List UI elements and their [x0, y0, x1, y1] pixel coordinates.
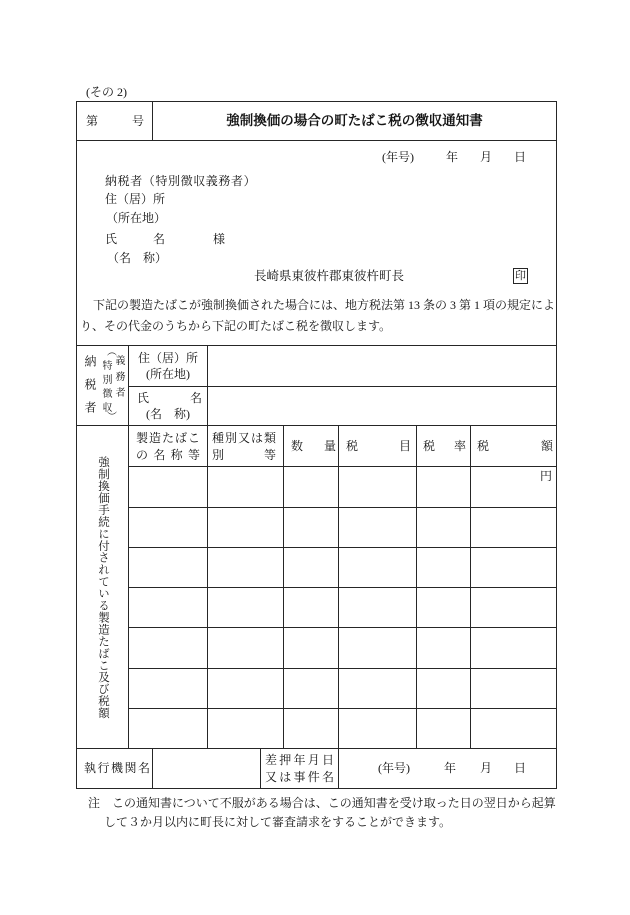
goods-table-body: [77, 426, 556, 748]
goods-tax-table: [77, 426, 556, 748]
tax-rate-cell[interactable]: [417, 548, 470, 586]
addressee-location-label: （所在地）: [106, 211, 167, 225]
notice-number-prefix: 第: [86, 114, 99, 128]
addressee-taxpayer-label: 納税者（特別徴収義務者）: [105, 174, 257, 188]
tax-rate-cell[interactable]: [417, 588, 470, 626]
category-cell[interactable]: [208, 628, 283, 667]
addressee-name-input[interactable]: [168, 231, 212, 247]
seizure-date-day: 日: [514, 761, 527, 775]
table-row: [129, 587, 556, 627]
product-name-cell[interactable]: [129, 588, 207, 626]
tax-rate-cell[interactable]: [417, 628, 470, 667]
notice-date-year: 年: [446, 150, 459, 164]
category-cell[interactable]: [208, 709, 283, 747]
taxpayer-location-label: (所在地): [146, 367, 190, 381]
seizure-label-cell: [261, 749, 338, 788]
tax-item-cell[interactable]: [339, 669, 416, 707]
rule-line: [556, 101, 557, 789]
category-cell[interactable]: [208, 669, 283, 707]
taxpayer-side-sub-2: 義務者: [113, 355, 124, 403]
taxpayer-org-name-label: (名 称): [146, 407, 190, 421]
col-header-quantity-label: 数 量: [291, 439, 336, 453]
tax-item-cell[interactable]: [339, 628, 416, 667]
seizure-label-line-2: 又 は 事 件 名: [265, 770, 334, 784]
agency-label-cell: [77, 749, 152, 788]
tax-rate-cell[interactable]: [417, 669, 470, 707]
addressee-honorific: 様: [213, 232, 226, 246]
notice-date-month: 月: [480, 150, 493, 164]
tax-amount-cell[interactable]: [471, 508, 556, 546]
taxpayer-side-sub-1: 特別徴収: [100, 360, 111, 416]
addressee-name-label-2: 名: [153, 232, 166, 246]
taxpayer-side-paren-close: ︶: [107, 412, 117, 423]
taxpayer-name-input[interactable]: [208, 387, 556, 425]
col-header-product-name-line-1: 製 造 た ば こ: [136, 431, 200, 445]
quantity-cell[interactable]: [284, 548, 338, 586]
quantity-cell[interactable]: [284, 669, 338, 707]
tax-rate-cell[interactable]: [417, 508, 470, 546]
col-header-tax-item-label: 税 目: [346, 439, 411, 453]
tax-amount-cell[interactable]: [471, 588, 556, 626]
notice-number-input[interactable]: [100, 113, 131, 129]
taxpayer-address-label-cell: [129, 346, 207, 386]
tax-item-cell[interactable]: [339, 548, 416, 586]
category-cell[interactable]: [208, 508, 283, 546]
tax-item-cell[interactable]: [339, 508, 416, 546]
taxpayer-side-label: [77, 346, 128, 425]
notice-number-suffix: 号: [132, 114, 145, 128]
tax-amount-cell[interactable]: [471, 709, 556, 747]
product-name-cell[interactable]: [129, 709, 207, 747]
product-name-cell[interactable]: [129, 628, 207, 667]
seizure-date-year: 年: [444, 761, 457, 775]
quantity-cell[interactable]: [284, 588, 338, 626]
body-text-line-1: 下記の製造たばこが強制換価された場合には、地方税法第 13 条の 3 第 1 項の規定によ: [93, 298, 556, 312]
notice-number-cell: [77, 102, 152, 140]
sheet-label: (その 2): [86, 85, 127, 99]
table-row: [129, 708, 556, 748]
body-text-line-2: り、その代金のうちから下記の町たばこ税を徴収します。: [80, 319, 392, 333]
addressee-address-label: 住（居）所: [105, 192, 166, 206]
tax-rate-cell[interactable]: [417, 709, 470, 747]
issuer-title: 長崎県東彼杵郡東彼杵町長: [254, 269, 405, 283]
addressee-name-label-1: 氏: [105, 232, 118, 246]
product-name-cell[interactable]: [129, 669, 207, 707]
quantity-cell[interactable]: [284, 709, 338, 747]
col-header-product-name-line-2: の 名 称 等: [136, 448, 200, 462]
taxpayer-address-label: 住（居）所: [137, 351, 198, 365]
table-row: [129, 547, 556, 587]
notice-date-era: (年号): [382, 150, 414, 164]
tax-item-cell[interactable]: [339, 588, 416, 626]
product-name-cell[interactable]: [129, 508, 207, 546]
seal-mark: 印: [515, 270, 526, 282]
col-header-category-line-1: 種 別 又 は 類: [212, 431, 276, 445]
tax-amount-yen-unit: 円: [540, 469, 553, 483]
taxpayer-name-label-cell: [129, 387, 207, 425]
title-cell: [153, 102, 556, 140]
note-line-2: して３か月以内に町長に対して審査請求をすることができます。: [104, 815, 452, 829]
addressee-section: [77, 141, 556, 345]
taxpayer-section: [77, 346, 556, 425]
note-line-1: 注 この通知書について不服がある場合は、この通知書を受け取った日の翌日から起算: [88, 796, 556, 810]
quantity-cell[interactable]: [284, 628, 338, 667]
tax-amount-cell[interactable]: [471, 669, 556, 707]
goods-side-label: 強制換価手続に付されている製造たばこ及び税額: [97, 456, 109, 719]
product-name-cell[interactable]: [129, 548, 207, 586]
table-row: [129, 507, 556, 547]
seizure-date-era: (年号): [378, 761, 410, 775]
tax-rate-cell[interactable]: [417, 467, 470, 506]
addressee-org-name-label: （名 称）: [107, 251, 168, 265]
rule-line: [76, 788, 557, 789]
taxpayer-side-label-main: 納税者: [83, 355, 97, 424]
tax-item-cell[interactable]: [339, 467, 416, 506]
seizure-label-line-1: 差 押 年 月 日: [265, 753, 334, 767]
col-header-tax-rate-label: 税 率: [423, 439, 466, 453]
quantity-cell[interactable]: [284, 467, 338, 506]
product-name-cell[interactable]: [129, 467, 207, 506]
table-row: [129, 668, 556, 708]
quantity-cell[interactable]: [284, 508, 338, 546]
col-header-category-line-2: 別 等: [212, 448, 276, 462]
enforcement-section: [77, 749, 556, 788]
col-header-tax-amount-label: 税 額: [477, 439, 553, 453]
taxpayer-address-input[interactable]: [208, 346, 556, 386]
taxpayer-side-paren-open: ︵: [107, 347, 117, 358]
table-row: [129, 627, 556, 668]
category-cell[interactable]: [208, 467, 283, 506]
tax-amount-cell[interactable]: [471, 548, 556, 586]
tax-item-cell[interactable]: [339, 709, 416, 747]
taxpayer-name-label: 氏 名: [137, 391, 202, 405]
agency-input[interactable]: [153, 749, 260, 788]
table-row: [129, 466, 556, 507]
notice-date-day: 日: [514, 150, 527, 164]
tax-amount-cell[interactable]: [471, 628, 556, 667]
agency-label: 執 行 機 関 名: [84, 761, 150, 775]
category-cell[interactable]: [208, 548, 283, 586]
page-title: 強制換価の場合の町たばこ税の徴収通知書: [226, 113, 483, 128]
addressee-address-input[interactable]: [173, 191, 543, 207]
seizure-date-month: 月: [480, 761, 493, 775]
category-cell[interactable]: [208, 588, 283, 626]
